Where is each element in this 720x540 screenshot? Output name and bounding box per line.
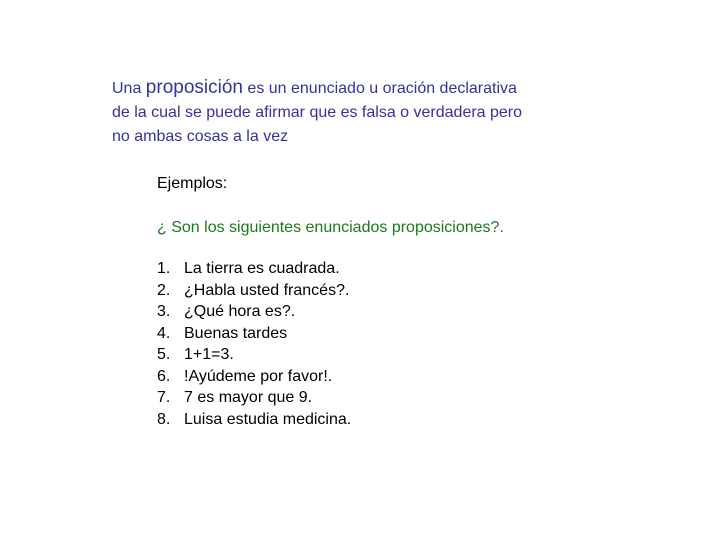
list-item-text: 1+1=3.: [184, 346, 234, 363]
list-item-text: !Ayúdeme por favor!.: [184, 367, 333, 385]
list-item: [157, 366, 351, 388]
list-item-text: ¿Qué hora es?.: [184, 303, 296, 320]
list-item: [157, 344, 351, 366]
definition-line-3: no ambas cosas a la vez: [112, 128, 289, 145]
list-item-number: 2.: [157, 281, 171, 299]
list-item-number: 8.: [157, 410, 171, 428]
list-item-number: 1.: [157, 260, 171, 277]
list-item: [157, 387, 351, 409]
question-text: ¿ Son los siguientes enunciados proposiciones?.: [157, 219, 504, 236]
definition-line-2: de la cual se puede afirmar que es falsa o verdadera pero: [112, 104, 523, 121]
definition-keyword: proposición: [145, 77, 243, 98]
list-item-text: 7 es mayor que 9.: [184, 389, 313, 406]
list-item-number: 6.: [157, 367, 171, 385]
list-item-number: 4.: [157, 324, 171, 342]
definition-prefix: Una: [112, 80, 146, 97]
list-item: [157, 323, 351, 345]
list-item-text: ¿Habla usted francés?.: [184, 281, 350, 299]
list-item: [157, 258, 351, 280]
list-item-text: Luisa estudia medicina.: [184, 410, 352, 428]
list-item: [157, 301, 351, 323]
list-item-number: 7.: [157, 389, 171, 406]
definition-paragraph: [112, 76, 592, 149]
definition-line-1: [112, 76, 592, 101]
examples-heading: Ejemplos:: [157, 175, 228, 192]
definition-rest-line-1: es un enunciado u oración declarativa: [242, 80, 517, 97]
list-item-text: La tierra es cuadrada.: [184, 260, 340, 277]
list-item-number: 5.: [157, 346, 171, 363]
example-list: [157, 258, 351, 430]
list-item: [157, 409, 351, 431]
list-item-text: Buenas tardes: [184, 324, 288, 342]
list-item: [157, 280, 351, 302]
list-item-number: 3.: [157, 303, 171, 320]
